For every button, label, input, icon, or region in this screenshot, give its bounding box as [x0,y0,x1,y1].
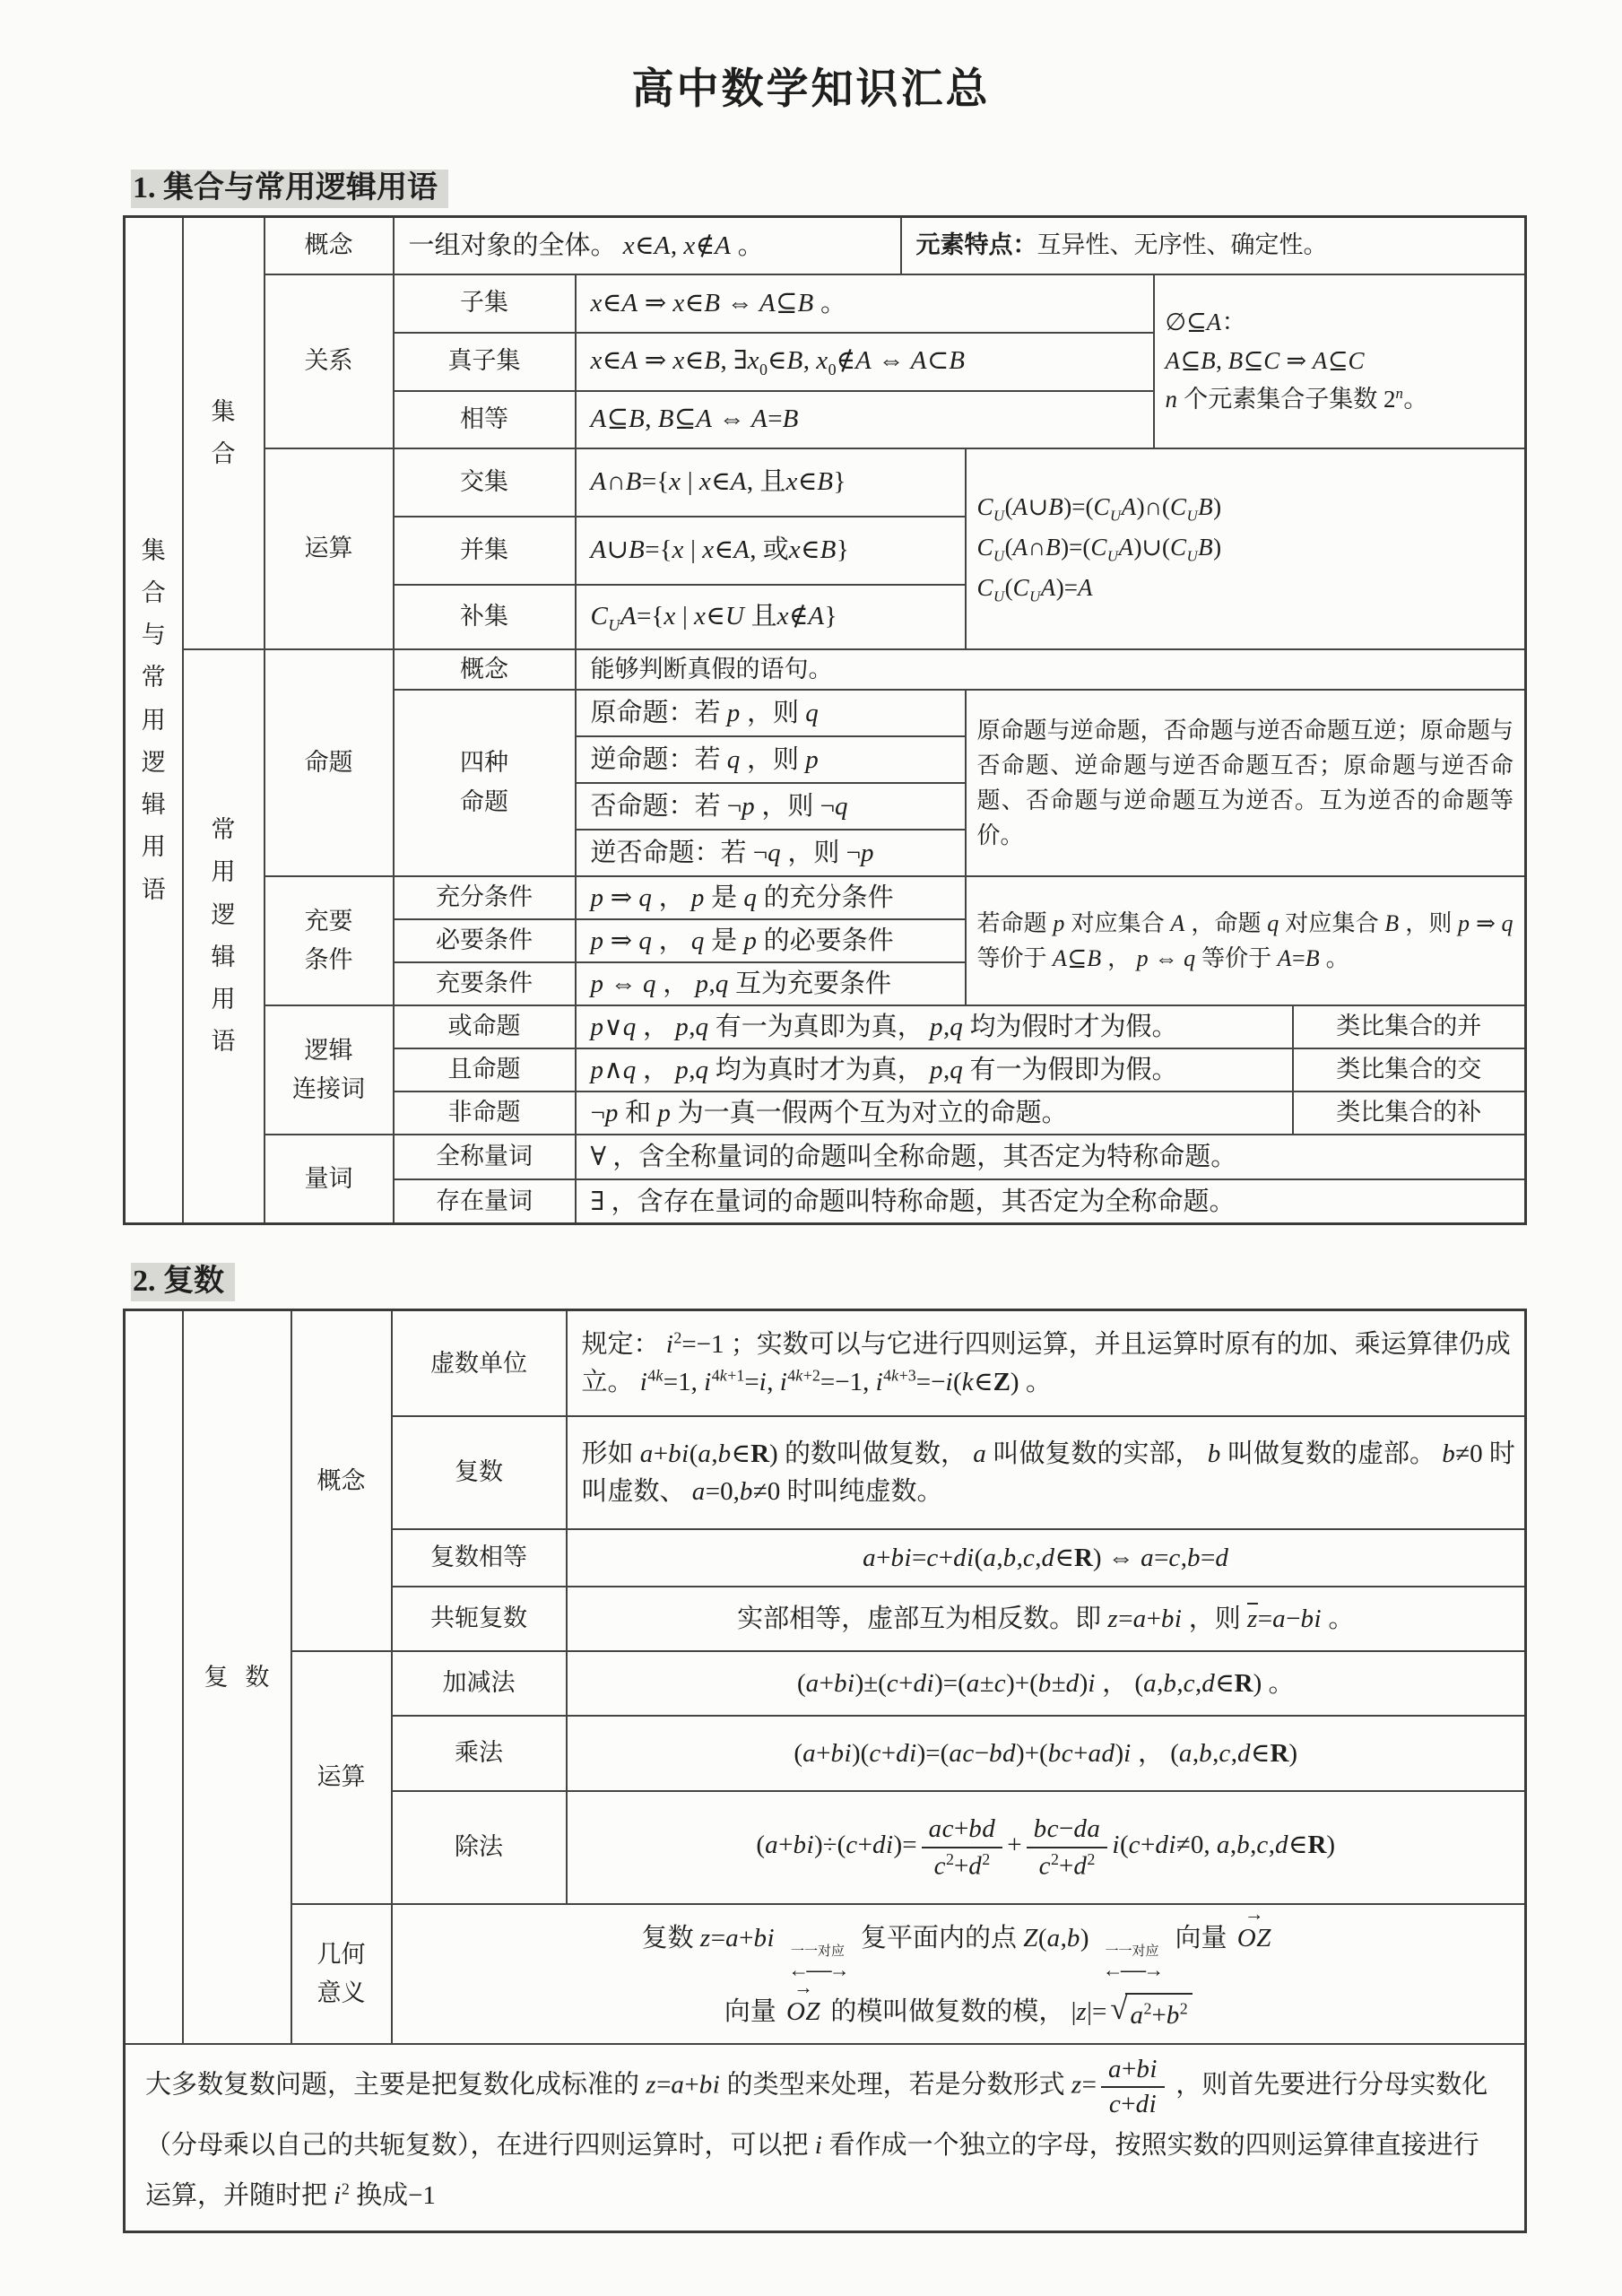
multiplication-formula: (a+bi)(c+di)=(ac−bd)+(bc+ad)i ， (a,b,c,d∈R) [567,1716,1526,1791]
relation-note-cell [1154,274,1526,448]
relation-row-formula: x∈A ⇒ x∈B ⇔ A⊆B 。 [576,274,1154,333]
condition-group-label: 充要 条件 [265,876,394,1005]
relation-note-line: ∅⊆A： [1165,308,1246,335]
condition-note: 若命题 p 对应集合 A ，命题 q 对应集合 B ，则 p ⇒ q 等价于 A⊆B ， p ⇔ q 等价于 A=B 。 [966,876,1526,1005]
condition-row-formula: p ⇒ q ， p 是 q 的充分条件 [576,876,966,919]
connective-row-name: 非命题 [394,1091,576,1135]
connective-row-name: 且命题 [394,1048,576,1091]
complex-equality-formula: a+bi=c+di(a,b,c,d∈R) ⇔ a=c,b=d [567,1529,1526,1587]
relation-note-line: n 个元素集合子集数 2$^n$。 [1165,385,1428,413]
complex-row-name: 复数 [392,1416,567,1529]
operation-row-formula: $C_UA=\{x$ | x∈U 且x∉A} [576,585,966,649]
sets-logic-table [123,215,1527,1225]
condition-row-name: 充分条件 [394,876,576,919]
conjugate-text: 实部相等，虚部互为相反数。即 z=a+bi ，则 z=a−bi 。 [567,1587,1526,1651]
element-note-head: 元素特点： [915,231,1037,259]
operation-note-line: $C_U(A\cap B)=(C_UA)\cup(C_UB)$ [976,533,1222,565]
side-label: 集 合 与 常 用 逻 辑 用 语 [141,536,166,903]
relation-row-name: 相等 [394,391,576,448]
operation-row-formula: A∩B={x | x∈A, 且x∈B} [576,448,966,517]
proposition-concept-label: 概念 [394,649,576,690]
quantifier-row-name: 全称量词 [394,1135,576,1179]
condition-row-name: 必要条件 [394,919,576,962]
relation-note-line: A⊆B, B⊆C ⇒ A⊆C [1165,346,1366,374]
relation-row-formula: x∈A ⇒ x∈B, $\exists x_0\in B$, $x_0\notin A$ ⇔ A⊂B [576,333,1154,391]
quantifier-row-text: ∃ ，含存在量词的命题叫特称命题，其否定为全称命题。 [576,1179,1526,1224]
connective-row-note: 类比集合的并 [1293,1005,1526,1048]
sets-concept-label: 概念 [265,217,394,274]
geometry-line1: 复数 z=a+bi 一一对应 ←⎯⎯⎯→ 复平面内的点 Z(a,b) 一一对应 ←⎯⎯⎯→ 向量 → OZ [641,1903,1271,1981]
complex-op-row-name: 乘法 [392,1716,567,1791]
operation-row-name: 交集 [394,448,576,517]
operation-note-cell [966,448,1526,649]
complex-row-name: 复数相等 [392,1529,567,1587]
element-note-body: 互异性、无序性、确定性。 [1037,231,1328,259]
complex-row-name: 共轭复数 [392,1587,567,1651]
four-propositions-label: 四种 命题 [394,690,576,876]
complex-tip-paragraph: 大多数复数问题，主要是把复数化成标准的 z=a+bi 的类型来处理，若是分数形式 z= $\frac{a+bi}{c+di}$ ，则首先要进行分母实数化（分母乘以自己的共轭复数），在进行四则运算时，可以把 i 看作成一个独立的字母，按照实数的四则运算律直接进行运算，并随时把 $i^2$ 换成−1 [125,2044,1526,2231]
sets-group-label: 集 合 [211,397,236,467]
addition-formula: (a+bi)±(c+di)=(a±c)+(b±d)i ， (a,b,c,d∈R) 。 [567,1651,1526,1716]
connective-group-label: 逻辑 连接词 [265,1005,394,1135]
complex-row-name: 虚数单位 [392,1310,567,1416]
four-proposition-row: 逆命题：若 q ，则 p [576,736,966,783]
complex-op-row-name: 加减法 [392,1651,567,1716]
relation-row-name: 子集 [394,274,576,333]
sets-concept-note-cell [901,217,1526,274]
operation-row-name: 补集 [394,585,576,649]
geometry-line2: 向量 → OZ 的模叫做复数的模， |z|= √ $a^2+b^2$ [402,1987,1516,2034]
connective-row-note: 类比集合的补 [1293,1091,1526,1135]
complex-number-table [123,1309,1527,2233]
relation-row-formula: A⊆B, B⊆A ⇔ A=B [576,391,1154,448]
complex-group-cell [183,1310,291,2044]
sets-concept-text: 一组对象的全体。 x∈A, x∉A 。 [394,217,901,274]
connective-row-formula: p∨q ， p,q 有一为真即为真， p,q 均为假时才为假。 [576,1005,1293,1048]
sets-group-cell [183,217,265,649]
operation-row-formula: A∪B={x | x∈A, 或x∈B} [576,517,966,585]
imaginary-unit-text: 规定： $i^2=-1$ ；实数可以与它进行四则运算，并且运算时原有的加、乘运算律仍成立。 $i^{4k}=1$, $i^{4k+1}=i$, $i^{4k+2}=-1$, $i^{4k+3}=-i(k\in Z)$ 。 [567,1310,1526,1416]
division-formula: (a+bi)÷(c+di)= $\frac{ac+bd}{c^2+d^2}$ + $\frac{bc-da}{c^2+d^2}$ i(c+di≠0, a,b,c,d∈R) [567,1791,1526,1904]
complex-group-label: 复数 [204,1663,287,1691]
quantifier-row-text: ∀ ，含全称量词的命题叫全称命题，其否定为特称命题。 [576,1135,1526,1179]
complex-concept-label: 概念 [291,1310,392,1651]
four-proposition-row: 逆否命题：若 ¬q ，则 ¬p [576,830,966,876]
operation-group-label: 运算 [265,448,394,649]
condition-row-formula: p ⇔ q ， p,q 互为充要条件 [576,962,966,1005]
relation-row-name: 真子集 [394,333,576,391]
complex-operation-label: 运算 [291,1651,392,1904]
four-proposition-row: 否命题：若 ¬p ，则 ¬q [576,783,966,830]
logic-group-label: 常 用 逻 辑 用 语 [211,816,236,1056]
relation-group-label: 关系 [265,274,394,448]
section1-heading: 1. 集合与常用逻辑用语 [131,162,1622,206]
proposition-group-label: 命题 [265,649,394,876]
connective-row-note: 类比集合的交 [1293,1048,1526,1091]
four-propositions-note: 原命题与逆命题，否命题与逆否命题互逆；原命题与否命题、逆命题与逆否命题互否；原命题与逆否命题、否命题与逆命题互为逆否。互为逆否的命题等价。 [966,690,1526,876]
connective-row-name: 或命题 [394,1005,576,1048]
page-title: 高中数学知识汇总 [631,66,991,113]
logic-group-cell [183,649,265,1224]
proposition-concept-text: 能够判断真假的语句。 [576,649,1526,690]
complex-op-row-name: 除法 [392,1791,567,1904]
connective-row-formula: ¬p 和 p 为一真一假两个互为对立的命题。 [576,1091,1293,1135]
four-proposition-row: 原命题：若 p ，则 q [576,690,966,736]
connective-row-formula: p∧q ， p,q 均为真时才为真， p,q 有一为假即为假。 [576,1048,1293,1091]
quantifier-row-name: 存在量词 [394,1179,576,1224]
operation-note-line: $C_U(A\cup B)=(C_UA)\cap(C_UB)$ [976,492,1222,525]
operation-note-line: $C_U(C_UA)=A$ [976,574,1093,605]
operation-row-name: 并集 [394,517,576,585]
condition-row-name: 充要条件 [394,962,576,1005]
geometry-label: 几何 意义 [291,1904,392,2044]
side-label-cell [125,217,183,1224]
section2-heading: 2. 复数 [131,1256,1622,1300]
complex-outer-cell [125,1310,183,2044]
quantifier-group-label: 量词 [265,1135,394,1224]
geometry-content [392,1904,1526,2044]
complex-definition-text: 形如 a+bi(a,b∈R) 的数叫做复数， a 叫做复数的实部， b 叫做复数的虚部。 b≠0 时叫虚数、 a=0,b≠0 时叫纯虚数。 [567,1416,1526,1529]
condition-row-formula: p ⇒ q ， q 是 p 的必要条件 [576,919,966,962]
